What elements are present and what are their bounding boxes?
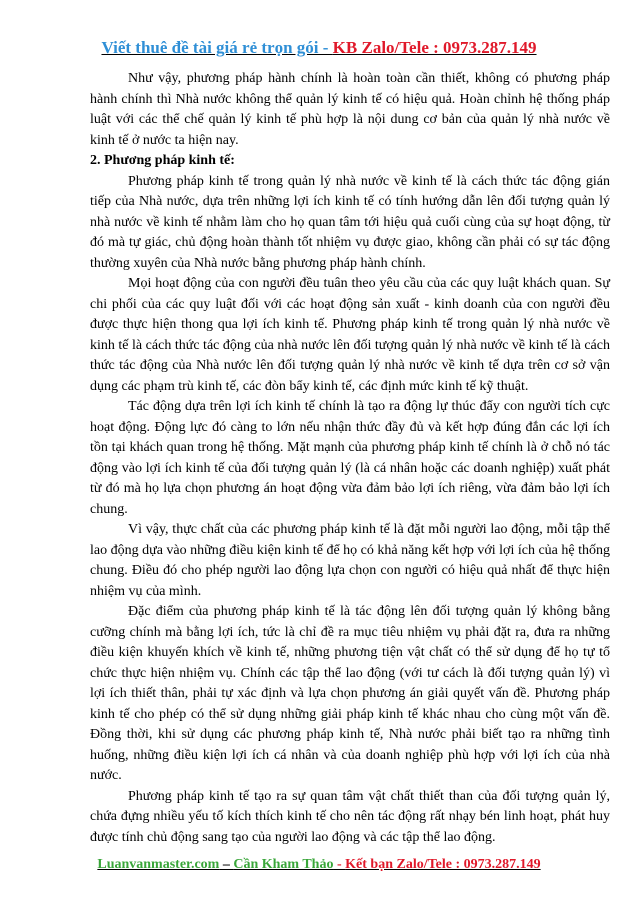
paragraph-7: Phương pháp kinh tế tạo ra sự quan tâm vật chất thiết than của đối tượng quản lý, chứa đựng nhiều yếu tố kích thích kinh tế cho nên tác động rất nhạy bén linh hoạt, phát huy được tính chủ động sang tạo của người lao động và các tập thể lao động.: [90, 788, 610, 845]
footer-site-link[interactable]: Luanvanmaster.com: [97, 857, 220, 872]
footer-contact-text: Kết bạn Zalo/Tele : 0973.287.149: [345, 857, 541, 872]
page-footer: [0, 857, 638, 873]
footer-separator: -: [333, 857, 346, 872]
paragraph-4: Tác động dựa trên lợi ích kinh tế chính là tạo ra động lự thúc đẩy con người tích cực hoạt động. Động lực đó càng to lớn nếu nhận thức đầy đủ và kết hợp đúng đắn các lợi ích tồn tại khách quan trong hệ thống. Mặt mạnh của phương pháp kinh tế chính là ở chỗ nó tác động vào lợi ích kinh tế của đối tượng quản lý (là cá nhân hoặc các doanh nghiệp) xuất phát từ đó mà họ lựa chọn phương án hoạt động vừa đảm bảo lợi ích riêng, vừa đảm bảo lợi ích chung.: [90, 399, 610, 517]
document-body: [90, 69, 610, 848]
paragraph-2: Phương pháp kinh tế trong quản lý nhà nước về kinh tế là cách thức tác động gián tiếp của Nhà nước, dựa trên những lợi ích kinh tế có tính hướng dẫn lên đối tượng quản lý nhà nước về kinh tế nhằm làm cho họ quan tâm tới hiệu quả cuối cùng của sự hoạt động, từ đó mà tự giác, chủ động hoàn thành tốt nhiệm vụ được giao, không cần phải có sự tác động thường xuyên của Nhà nước bằng phương pháp hành chính.: [90, 173, 610, 271]
section-heading: 2. Phương pháp kinh tế:: [90, 153, 235, 168]
header-separator: -: [318, 38, 333, 57]
footer-dash: –: [219, 857, 234, 872]
paragraph-5: Vì vậy, thực chất của các phương pháp kinh tế là đặt mỗi người lao động, mỗi tập thể lao động dựa vào những điều kiện kinh tế để họ có khả năng kết hợp với lợi ích của hệ thống chung. Điều đó cho phép người lao động lựa chọn con người có hiệu quả nhất để thực hiện nhiệm vụ của mình.: [90, 522, 610, 599]
paragraph-3: Mọi hoạt động của con người đều tuân theo yêu cầu của các quy luật khách quan. Sự chi phối của các quy luật đối với các hoạt động sản xuất - kinh doanh của con người đều được thực hiện thong qua lợi ích kinh tế. Phương pháp kinh tế trong quản lý nhà nước về kinh tế là cách thức tác động của nhà nước lên đối tượng quản lý nhà nước về kinh tế là cách thức tác động của Nhà nước lên đối tượng quản lý nhà nước về kinh tế dựa trên cơ sở vận dụng các phạm trù kinh tế, các đòn bẩy kinh tế, các định mức kinh tế kỹ thuật.: [90, 276, 610, 394]
page-header: [0, 38, 638, 58]
paragraph-6: Đặc điểm của phương pháp kinh tế là tác động lên đối tượng quản lý không bằng cưỡng chính mà bằng lợi ích, tức là chỉ đề ra mục tiêu nhiệm vụ phải đặt ra, đưa ra những điều kiện khuyến khích về kinh tế, những phương tiện vật chất có thể sử dụng để họ tự tổ chức thực hiện nhiệm vụ. Chính các tập thể lao động (với tư cách là đối tượng quản lý) vì lợi ích thiết thân, phải tự xác định và lựa chọn phương án giải quyết vấn đề. Phương pháp kinh tế cho phép có thể sử dụng những giải pháp kinh tế khác nhau cho cùng một vấn đề. Đồng thời, khi sử dụng các phương pháp kinh tế, Nhà nước phải biết tạo ra những tình huống, những điều kiện lợi ích cá nhân và của doanh nghiệp phù hợp với lợi ích của nhà nước.: [90, 604, 610, 783]
paragraph-1: Như vậy, phương pháp hành chính là hoàn toàn cần thiết, không có phương pháp hành chính thì Nhà nước không thể quản lý kinh tế có hiệu quả. Hoàn chỉnh hệ thống pháp luật với các thể chế quản lý kinh tế phù hợp là nội dung cơ bản của quản lý nhà nước về kinh tế ở nước ta hiện nay.: [90, 71, 610, 148]
footer-author-name: Cần Kham Thảo: [233, 857, 334, 872]
header-service-text: Viết thuê đề tài giá rẻ trọn gói: [101, 38, 319, 57]
header-contact-text: KB Zalo/Tele : 0973.287.149: [332, 38, 537, 57]
